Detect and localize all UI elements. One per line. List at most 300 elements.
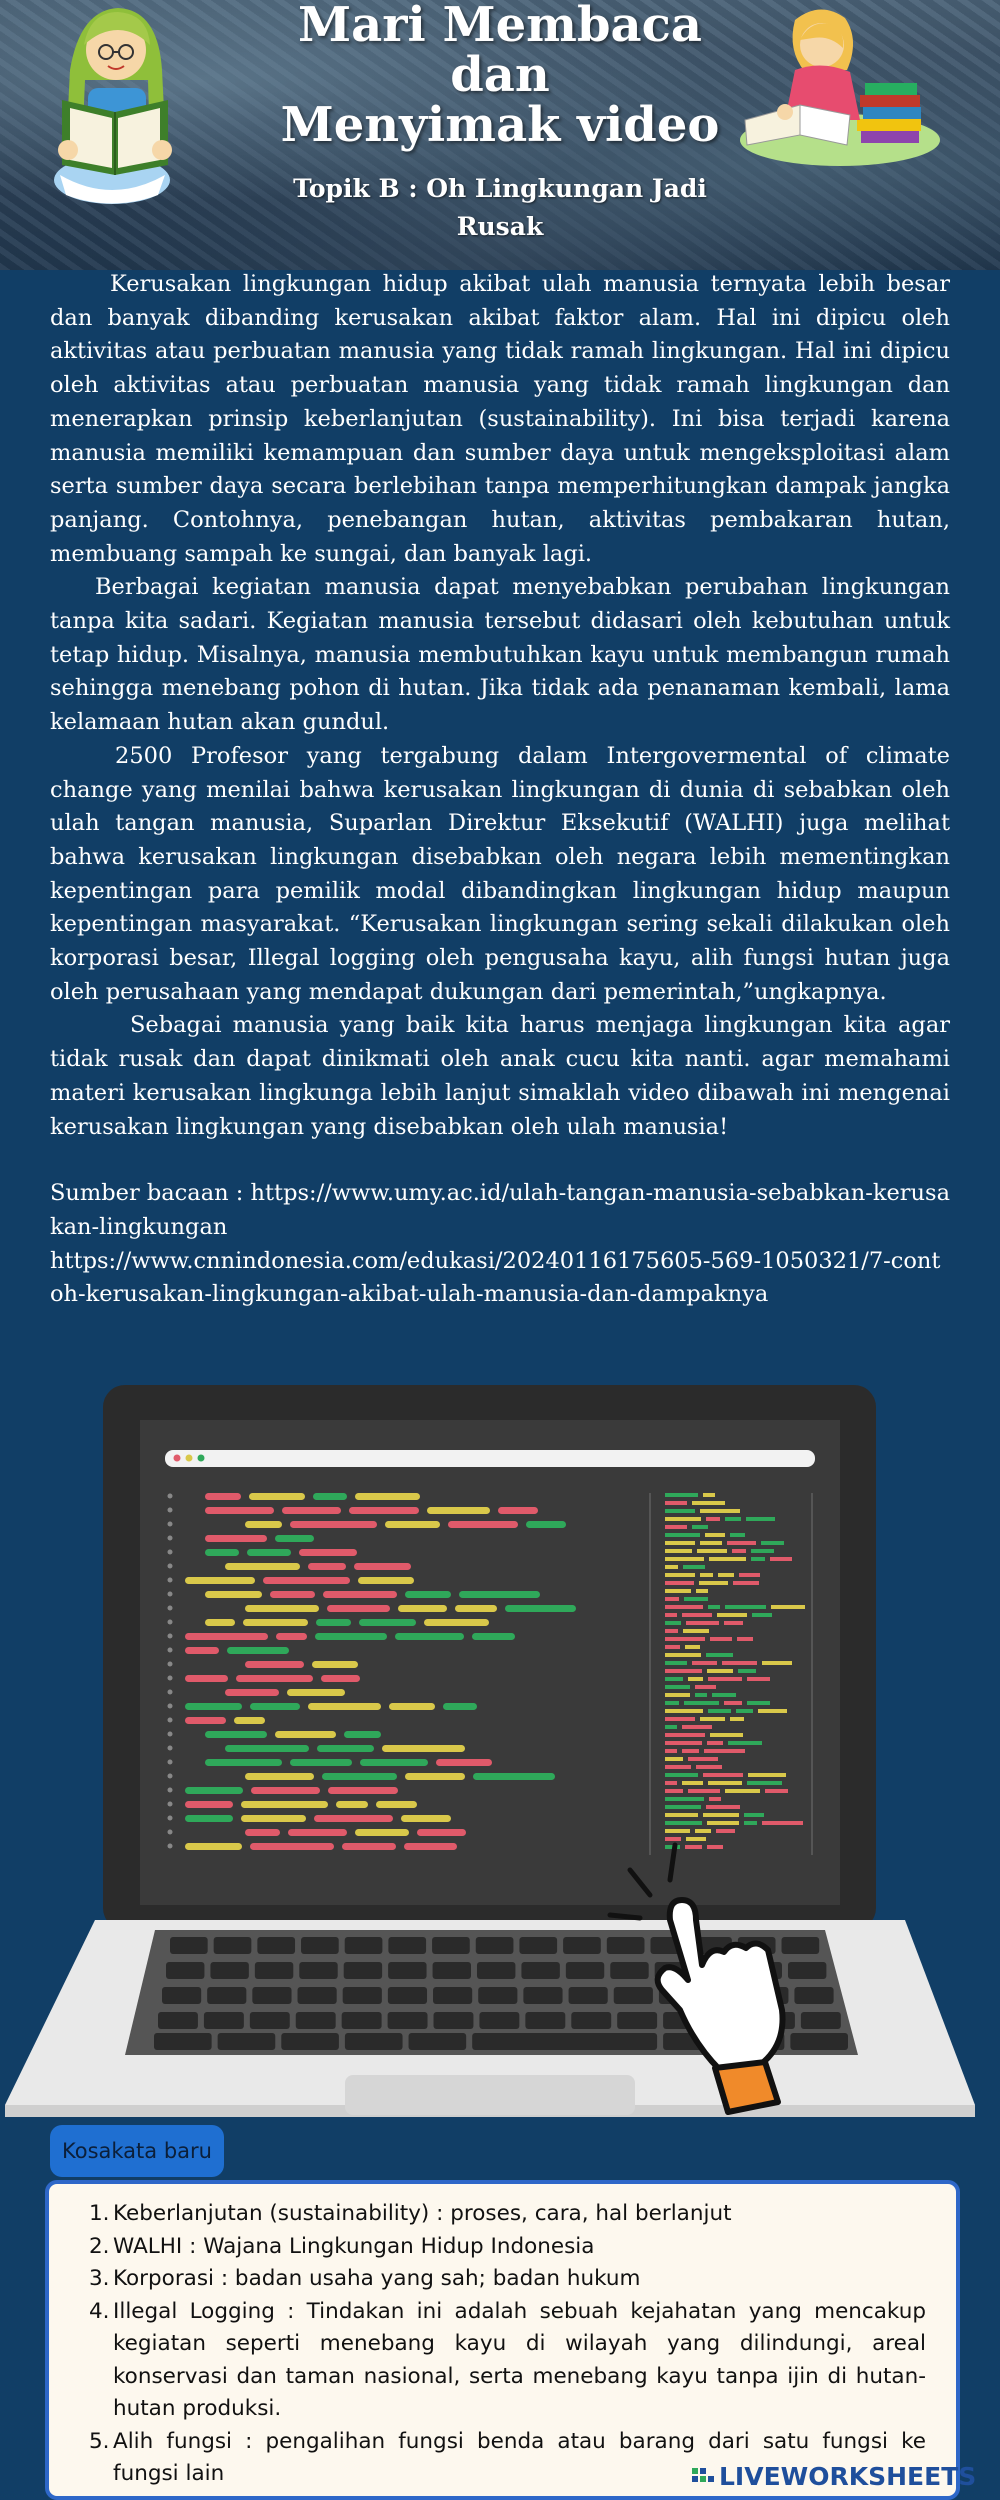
vocab-item-text: WALHI : Wajana Lingkungan Hidup Indonesia: [113, 2233, 595, 2259]
code-token: [360, 1759, 428, 1766]
code-token: [322, 1773, 397, 1780]
watermark-text: LIVEWORKSHEETS: [719, 2462, 977, 2491]
minimap-token: [751, 1557, 765, 1561]
minimap-token: [722, 1661, 757, 1665]
code-line-dot: [168, 1718, 173, 1723]
code-token: [205, 1493, 241, 1500]
title-line-3: Menyimak video: [280, 97, 720, 153]
minimap-token: [688, 1677, 703, 1681]
keyboard-key: [563, 1937, 601, 1954]
minimap-token: [665, 1733, 705, 1737]
minimap-token: [710, 1637, 732, 1641]
code-line-dot: [168, 1634, 173, 1639]
code-token: [225, 1563, 300, 1570]
keyboard-key: [345, 1937, 383, 1954]
source-reference-2[interactable]: https://www.cnnindonesia.com/edukasi/20240116175605-569-1050321/7-contoh-kerusakan-lingkungan-akibat-ulah-manusia-dan-dampaknya: [50, 1247, 941, 1308]
vocab-item-text: Korporasi : badan usaha yang sah; badan hukum: [113, 2266, 641, 2291]
minimap-token: [665, 1757, 683, 1761]
minimap-token: [725, 1517, 741, 1521]
code-line-dot: [168, 1578, 173, 1583]
keyboard-key: [607, 1937, 645, 1954]
minimap-token: [683, 1565, 705, 1569]
minimap-token: [665, 1541, 695, 1545]
code-token: [185, 1675, 228, 1682]
minimap-token: [716, 1829, 735, 1833]
code-token: [312, 1661, 358, 1668]
minimap-token: [665, 1621, 681, 1625]
minimap-token: [696, 1765, 722, 1769]
minimap-token: [739, 1573, 760, 1577]
keyboard-key: [801, 2012, 841, 2029]
keyboard-key: [566, 1962, 604, 1979]
code-token: [417, 1829, 466, 1836]
minimap-token: [665, 1701, 679, 1705]
code-token: [404, 1843, 457, 1850]
code-token: [315, 1633, 387, 1640]
keyboard-key: [432, 1937, 470, 1954]
keyboard-key: [525, 2012, 565, 2029]
vocab-item: [89, 2263, 926, 2296]
minimap-token: [665, 1533, 700, 1537]
code-token: [185, 1703, 242, 1710]
code-line-dot: [168, 1536, 173, 1541]
code-token: [436, 1759, 492, 1766]
code-token: [354, 1563, 411, 1570]
code-token: [321, 1675, 360, 1682]
minimap-token: [724, 1621, 743, 1625]
minimap-token: [688, 1789, 720, 1793]
code-line-dot: [168, 1690, 173, 1695]
minimap-token: [700, 1541, 722, 1545]
minimap-token: [665, 1685, 690, 1689]
keyboard-key: [344, 1962, 382, 1979]
minimap-token: [733, 1581, 759, 1585]
code-token: [327, 1605, 390, 1612]
keyboard-key: [569, 1987, 608, 2004]
minimap-token: [684, 1701, 719, 1705]
code-token: [282, 1507, 341, 1514]
code-line-dot: [168, 1802, 173, 1807]
code-line-dot: [168, 1494, 173, 1499]
minimap-token: [703, 1493, 715, 1497]
code-token: [299, 1549, 357, 1556]
girl-reading-stack-icon: [725, 0, 940, 170]
code-token: [205, 1731, 267, 1738]
code-token: [473, 1773, 555, 1780]
minimap-token: [665, 1605, 703, 1609]
code-token: [526, 1521, 566, 1528]
minimap-token: [665, 1821, 702, 1825]
minimap-token: [665, 1509, 695, 1513]
code-token: [241, 1801, 328, 1808]
code-token: [249, 1493, 305, 1500]
code-line-dot: [168, 1676, 173, 1681]
keyboard-key: [257, 1937, 295, 1954]
code-token: [205, 1535, 267, 1542]
minimap-token: [682, 1749, 699, 1753]
code-token: [385, 1521, 440, 1528]
minimap-token: [665, 1669, 702, 1673]
minimap-token: [692, 1525, 708, 1529]
minimap-token: [738, 1669, 756, 1673]
minimap-token: [737, 1637, 753, 1641]
code-token: [405, 1773, 465, 1780]
minimap-token: [665, 1589, 691, 1593]
code-token: [443, 1703, 477, 1710]
keyboard-key: [610, 1962, 648, 1979]
code-token: [205, 1619, 235, 1626]
keyboard-key: [218, 2033, 276, 2050]
minimap-token: [695, 1829, 711, 1833]
code-token: [455, 1605, 497, 1612]
minimap-token: [665, 1581, 694, 1585]
minimap-token: [686, 1837, 706, 1841]
minimap-token: [744, 1813, 764, 1817]
code-token: [389, 1703, 435, 1710]
keyboard-key: [281, 2033, 339, 2050]
code-token: [313, 1493, 347, 1500]
keyboard-key: [790, 2033, 848, 2050]
code-token: [245, 1605, 319, 1612]
minimap-token: [732, 1549, 746, 1553]
minimap-token: [665, 1565, 678, 1569]
code-token: [308, 1703, 381, 1710]
keyboard-key: [476, 1937, 514, 1954]
code-line-dot: [168, 1522, 173, 1527]
minimap-token: [728, 1741, 762, 1745]
minimap-token: [695, 1685, 716, 1689]
vocab-item: [89, 2296, 926, 2426]
keyboard-key: [162, 1987, 201, 2004]
minimap-token: [762, 1661, 792, 1665]
title-line-1: Mari Membaca: [298, 0, 702, 53]
minimap-token: [707, 1845, 723, 1849]
source-reference-1[interactable]: Sumber bacaan : https://www.umy.ac.id/ulah-tangan-manusia-sebabkan-kerusakan-lingkungan: [50, 1180, 950, 1240]
code-line-dot: [168, 1774, 173, 1779]
keyboard-key: [343, 1987, 382, 2004]
code-token: [225, 1745, 309, 1752]
code-token: [424, 1619, 489, 1626]
minimap-token: [704, 1749, 745, 1753]
code-token: [227, 1647, 289, 1654]
code-token: [205, 1549, 239, 1556]
code-token: [358, 1577, 414, 1584]
minimap-token: [708, 1781, 742, 1785]
vocab-item-number: 1.: [89, 2201, 110, 2226]
minimap-token: [708, 1677, 742, 1681]
keyboard-key: [478, 1987, 517, 2004]
minimap-token: [700, 1573, 713, 1577]
code-token: [243, 1619, 308, 1626]
minimap-token: [665, 1837, 681, 1841]
code-token: [316, 1619, 351, 1626]
minimap-token: [665, 1693, 690, 1697]
code-token: [359, 1619, 416, 1626]
code-line-dot: [168, 1592, 173, 1597]
minimap-token: [710, 1733, 743, 1737]
vocab-item-number: 4.: [89, 2298, 110, 2324]
keyboard-key: [166, 1962, 204, 1979]
keyboard-key: [434, 2012, 474, 2029]
minimap-token: [707, 1669, 733, 1673]
minimap-token: [665, 1813, 698, 1817]
laptop-touchpad: [345, 2075, 635, 2115]
minimap-token: [665, 1517, 701, 1521]
liveworksheets-logo-icon: [692, 2466, 716, 2488]
minimap-token: [747, 1677, 770, 1681]
minimap-token: [665, 1653, 701, 1657]
code-token: [250, 1843, 334, 1850]
keyboard-key: [388, 1962, 426, 1979]
keyboard-key: [298, 1987, 337, 2004]
code-token: [290, 1759, 352, 1766]
code-token: [472, 1633, 515, 1640]
minimap-token: [665, 1613, 677, 1617]
vocab-item: [89, 2198, 926, 2231]
minimap-token: [665, 1549, 692, 1553]
minimap-token: [706, 1517, 720, 1521]
minimap-token: [752, 1613, 772, 1617]
minimap-token: [717, 1613, 747, 1617]
code-token: [427, 1507, 490, 1514]
minimap-token: [685, 1645, 700, 1649]
minimap-token: [709, 1557, 746, 1561]
vocab-list: [89, 2198, 926, 2491]
code-token: [234, 1717, 265, 1724]
minimap-token: [699, 1581, 728, 1585]
minimap-token: [665, 1557, 704, 1561]
minimap-token: [665, 1629, 678, 1633]
code-token: [250, 1703, 300, 1710]
code-token: [401, 1815, 451, 1822]
code-token: [270, 1591, 315, 1598]
minimap-token: [665, 1525, 687, 1529]
keyboard-key: [342, 2012, 382, 2029]
minimap-token: [751, 1549, 774, 1553]
code-token: [308, 1563, 346, 1570]
code-line-dot: [168, 1746, 173, 1751]
title-line-2: dan: [450, 47, 550, 103]
code-token: [225, 1689, 279, 1696]
keyboard-key: [207, 1987, 246, 2004]
minimap-token: [685, 1845, 702, 1849]
code-line-dot: [168, 1830, 173, 1835]
code-token: [342, 1843, 396, 1850]
keyboard-key: [472, 2033, 616, 2050]
code-line-dot: [168, 1662, 173, 1667]
minimap-token: [708, 1605, 720, 1609]
keyboard-key: [250, 2012, 290, 2029]
code-line-dot: [168, 1732, 173, 1737]
code-line-dot: [168, 1704, 173, 1709]
code-token: [263, 1577, 350, 1584]
minimap-token: [665, 1573, 695, 1577]
keyboard-key: [782, 1937, 820, 1954]
article-paragraph-4: Sebagai manusia yang baik kita harus menjaga lingkungan kita agar tidak rusak dan dapat dinikmati oleh anak cucu kita nanti. agar memahami materi kerusakan lingkunga lebih lanjut simaklah video dibawah ini mengenai kerusakan lingkungan yang disebabkan oleh ulah manusia!: [50, 1012, 950, 1140]
keyboard-key: [479, 2012, 519, 2029]
minimap-token: [682, 1613, 712, 1617]
article-body: [50, 268, 950, 1312]
minimap-token: [682, 1781, 703, 1785]
minimap-token: [665, 1805, 701, 1809]
liveworksheets-watermark[interactable]: [692, 2462, 976, 2491]
code-line-dot: [168, 1508, 173, 1513]
minimap-token: [758, 1709, 787, 1713]
code-token: [376, 1801, 417, 1808]
vocab-section-tag: Kosakata baru: [50, 2125, 224, 2177]
topic-subtitle: Topik B : Oh Lingkungan Jadi Rusak: [293, 174, 707, 241]
minimap-token: [708, 1709, 731, 1713]
vocab-item-text: Alih fungsi : pengalihan fungsi benda atau barang dari satu fungsi ke fungsi lain: [113, 2428, 926, 2486]
girl-reading-book-icon: [40, 0, 190, 210]
keyboard-key: [210, 1962, 248, 1979]
code-token: [505, 1605, 576, 1612]
code-line-dot: [168, 1816, 173, 1821]
minimap-token: [707, 1821, 739, 1825]
code-token: [205, 1591, 262, 1598]
keyboard-key: [794, 1987, 833, 2004]
code-token: [448, 1521, 518, 1528]
keyboard-key: [433, 1987, 472, 2004]
vocab-box: [45, 2180, 960, 2500]
code-token: [498, 1507, 538, 1514]
minimap-token: [718, 1573, 734, 1577]
minimap-token: [665, 1773, 698, 1777]
keyboard-key: [345, 2033, 403, 2050]
browser-address-bar: [165, 1450, 815, 1467]
code-token: [245, 1829, 280, 1836]
page-title: [200, 0, 800, 153]
keyboard-key: [296, 2012, 336, 2029]
minimap-token: [761, 1541, 784, 1545]
code-token: [328, 1787, 398, 1794]
code-token: [323, 1591, 397, 1598]
code-token: [275, 1731, 336, 1738]
code-token: [275, 1535, 314, 1542]
code-token: [205, 1507, 274, 1514]
minimap-token: [730, 1533, 745, 1537]
keyboard-key: [477, 1962, 515, 1979]
minimap-token: [665, 1741, 702, 1745]
minimap-token: [700, 1717, 725, 1721]
code-line-dot: [168, 1564, 173, 1569]
minimap-token: [700, 1509, 740, 1513]
code-token: [395, 1633, 464, 1640]
minimap-token: [747, 1701, 770, 1705]
vocab-item: [89, 2231, 926, 2264]
code-token: [245, 1773, 314, 1780]
minimap-token: [706, 1653, 733, 1657]
code-token: [245, 1521, 282, 1528]
keyboard-key: [158, 2012, 198, 2029]
minimap-token: [665, 1829, 690, 1833]
vocab-item-text: Keberlanjutan (sustainability) : proses, cara, hal berlanjut: [113, 2201, 732, 2226]
keyboard-key: [301, 1937, 339, 1954]
keyboard-key: [204, 2012, 244, 2029]
minimap-token: [665, 1749, 677, 1753]
code-token: [382, 1745, 465, 1752]
minimap-token: [744, 1821, 757, 1825]
code-token: [185, 1787, 243, 1794]
code-token: [355, 1829, 409, 1836]
code-token: [355, 1493, 420, 1500]
minimap-token: [707, 1741, 723, 1745]
code-token: [185, 1633, 268, 1640]
code-line-dot: [168, 1550, 173, 1555]
code-token: [185, 1801, 233, 1808]
keyboard-key: [523, 1987, 562, 2004]
keyboard-key: [255, 1962, 293, 1979]
vocab-item-number: 3.: [89, 2266, 110, 2291]
keyboard-key: [252, 1987, 291, 2004]
minimap-token: [665, 1765, 691, 1769]
code-token: [251, 1787, 320, 1794]
minimap-token: [683, 1629, 709, 1633]
code-line-dot: [168, 1760, 173, 1765]
minimap-token: [688, 1757, 718, 1761]
vocab-item-number: 2.: [89, 2233, 110, 2259]
minimap-token: [665, 1789, 683, 1793]
minimap-token: [746, 1517, 775, 1521]
code-token: [336, 1801, 368, 1808]
code-token: [344, 1731, 381, 1738]
window-minimize-dot: [186, 1455, 193, 1462]
minimap-token: [665, 1637, 705, 1641]
minimap-token: [770, 1557, 792, 1561]
minimap-token: [665, 1597, 679, 1601]
article-paragraph-3: 2500 Profesor yang tergabung dalam Intergovermental of climate change yang menilai bahwa kerusakan lingkungan di dunia di sebabkan oleh ulah tangan manusia, Suparlan Direktur Eksekutif (WALHI) juga melihat bahwa kerusakan lingkungan disebabkan oleh negara lebih mementingkan kepentingan para pemilik modal dibandingkan lingkungan hidup maupun kepentingan masyarakat. “Kerusakan lingkungan sering sekali dilakukan oleh korporasi besar, Illegal logging oleh pengusaha kayu, alih fungsi hutan juga oleh perusahaan yang mendapat dukungan dari pemerintah,”ungkapnya.: [50, 742, 950, 1005]
code-line-dot: [168, 1788, 173, 1793]
minimap-token: [727, 1541, 756, 1545]
keyboard-key: [788, 1962, 826, 1979]
minimap-token: [686, 1621, 719, 1625]
keyboard-key: [433, 1962, 471, 1979]
code-token: [185, 1815, 233, 1822]
minimap-token: [692, 1661, 717, 1665]
minimap-token: [730, 1717, 744, 1721]
vocab-item-number: 5.: [89, 2428, 110, 2454]
article-paragraph-1: Kerusakan lingkungan hidup akibat ulah manusia ternyata lebih besar dan banyak dibanding kerusakan akibat faktor alam. Hal ini dipicu oleh aktivitas atau perbuatan manusia yang tidak ramah lingkungan. Hal ini dipicu oleh aktivitas atau perbuatan manusia yang tidak ramah lingkungan dan menerapkan prinsip keberlanjutan (sustainability). Ini bisa terjadi karena manusia memiliki kemampuan dan sumber daya untuk mengeksploitasi alam serta sumber daya secara berlebihan tanpa memperhitungkan dampak jangka panjang. Contohnya, penebangan hutan, aktivitas pembakaran hutan, membuang sampah ke sungai, dan banyak lagi.: [50, 271, 950, 567]
code-token: [185, 1717, 226, 1724]
code-token: [185, 1647, 219, 1654]
keyboard-key: [154, 2033, 212, 2050]
minimap-token: [706, 1805, 740, 1809]
code-line-dot: [168, 1620, 173, 1625]
code-token: [459, 1591, 540, 1598]
minimap-token: [692, 1501, 725, 1505]
code-token: [245, 1661, 304, 1668]
minimap-token: [665, 1645, 680, 1649]
minimap-token: [712, 1693, 736, 1697]
keyboard-key: [521, 1962, 559, 1979]
minimap-token: [747, 1781, 782, 1785]
minimap-token: [665, 1501, 687, 1505]
window-maximize-dot: [198, 1455, 205, 1462]
code-token: [398, 1605, 447, 1612]
code-token: [288, 1829, 347, 1836]
article-paragraph-2: Berbagai kegiatan manusia dapat menyebabkan perubahan lingkungan tanpa kita sadari. Kegiatan manusia tersebut didasari oleh kebutuhan untuk tetap hidup. Misalnya, manusia membutuhkan kayu untuk membangun rumah sehingga menebang pohon di hutan. Jika tidak ada penanaman kembali, lama kelamaan hutan akan gundul.: [50, 574, 950, 736]
code-token: [247, 1549, 291, 1556]
code-token: [287, 1689, 345, 1696]
minimap-token: [665, 1717, 695, 1721]
minimap-token: [665, 1661, 687, 1665]
minimap-token: [762, 1821, 803, 1825]
code-line-dot: [168, 1648, 173, 1653]
keyboard-key: [614, 1987, 653, 2004]
code-token: [205, 1759, 282, 1766]
minimap-token: [724, 1701, 742, 1705]
code-line-dot: [168, 1606, 173, 1611]
